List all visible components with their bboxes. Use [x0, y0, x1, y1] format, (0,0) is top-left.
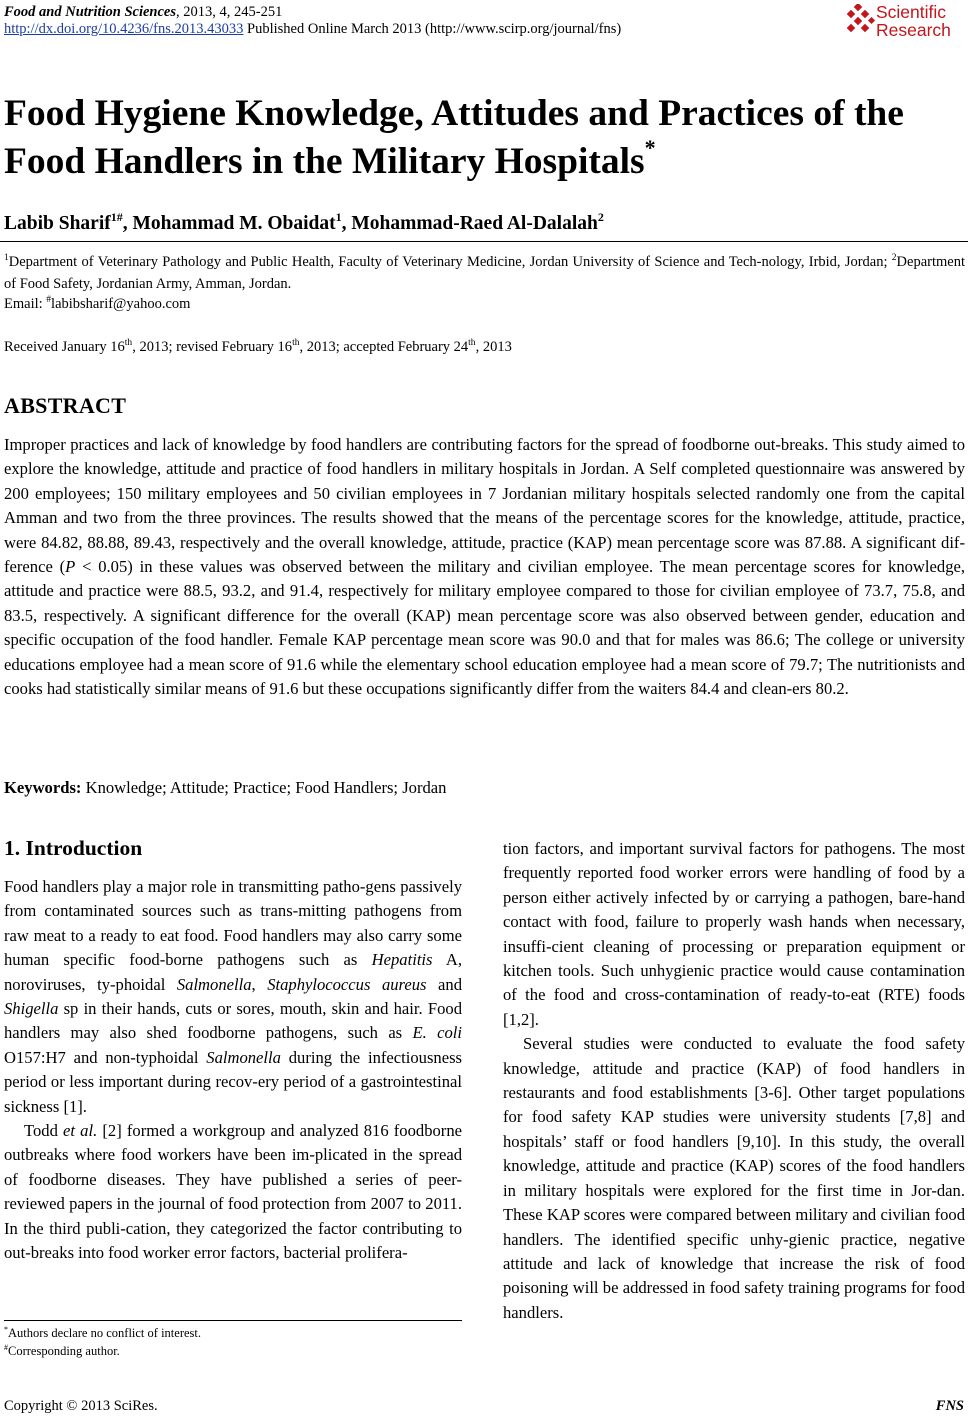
footnote-1: *Authors declare no conflict of interest.	[4, 1325, 201, 1340]
keywords-list: Knowledge; Attitude; Practice; Food Handlers; Jordan	[81, 778, 447, 797]
email-line: Email: #labibsharif@yahoo.com	[4, 295, 191, 312]
logo-mark-icon	[846, 4, 876, 38]
journal-name: Food and Nutrition Sciences	[4, 4, 177, 20]
author-3-sup: 2	[597, 210, 604, 224]
abstract-body: Improper practices and lack of knowledge by food handlers are contributing factors for the spread of foodborne out-breaks. This study aimed to explore the knowledge, attitude and practice of food handlers in military hospitals in Jordan. A Self completed questionnaire was answered by 200 employees; 150 military employees and 50 civilian employees in 7 Jordanian military hospitals selected randomly one from the capital Amman and two from the three provinces. The results showed that the means of the percentage scores for the knowledge, attitude, practice, were 84.82, 88.88, 89.43, respectively and the overall knowledge, attitude, practice (KAP) mean percentage score was 87.88. A significant dif-ference (P < 0.05) in these values was observed between the military and civilian employee. The mean percentage scores for knowledge, attitude and practice were 88.5, 93.2, and 91.4, respectively for military employee compared to those for civilian employee of 73.7, 75.8, and 83.5, respectively. A significant difference for the overall (KAP) mean percentage score was also observed between gender, education and specific occupation of the food handler. Female KAP percentage mean score was 90.0 and that for males was 86.6; The college or university educations employee had a mean score of 91.6 while the elementary school education employee had a mean score of 79.7; The nutritionists and cooks had statistically similar means of 91.6 but these occupations significantly differ from the waiters 84.4 and clean-ers 80.2.	[4, 435, 966, 699]
journal-abbreviation: FNS	[935, 1398, 964, 1414]
logo-line2: Research	[876, 20, 951, 40]
author-2-sup: 1	[335, 210, 342, 224]
publisher-logo	[846, 2, 968, 42]
footnote-divider	[4, 1320, 462, 1321]
author-2: Mohammad M. Obaidat	[132, 213, 336, 234]
author-1: Labib Sharif	[4, 213, 111, 234]
header-divider	[0, 241, 968, 242]
author-3: Mohammad-Raed Al-Dalalah	[351, 213, 598, 234]
right-column	[503, 837, 965, 1325]
keywords-label: Keywords:	[4, 778, 82, 797]
journal-volume: , 2013, 4, 245-251	[176, 4, 283, 20]
logo-line1: Scientific	[876, 2, 947, 22]
paper-title	[4, 90, 954, 186]
intro-paragraph-1: Food handlers play a major role in transmitting patho-gens passively from contaminated sources such as trans-mitting pathogens from raw meat to a ready to eat food. Food handlers may also carry some human specific food-borne pathogens such as Hepatitis A, noroviruses, ty-phoidal Salmonella, Staphylococcus aureus and Shigella sp in their hands, cuts or sores, mouth, skin and hair. Food handlers may also shed foodborne pathogens, such as E. coli O157:H7 and non-typhoidal Salmonella during the infectiousness period or less important during recov-ery period of a gastrointestinal sickness [1].	[4, 877, 463, 1116]
journal-citation	[4, 4, 282, 21]
affiliation-1: Department of Veterinary Pathology and Public Health, Faculty of Veterinary Medicine, Jordan University of Science and Tech-nology, Irbid, Jordan;	[8, 254, 892, 270]
copyright-notice: Copyright © 2013 SciRes.	[4, 1398, 158, 1414]
email-address: labibsharif@yahoo.com	[51, 296, 191, 312]
keywords	[4, 777, 446, 799]
author-list: Labib Sharif$^{1\#}$, Mohammad M. Obaidat$^1$, Mohammad-Raed Al-Dalalah$^2$	[4, 210, 604, 234]
title-line1: Food Hygiene Knowledge, Attitudes and Practices of the	[4, 93, 904, 134]
submission-dates: Received January 16th, 2013; revised February 16th, 2013; accepted February 24th, 2013	[4, 338, 512, 355]
intro-paragraph-2: Todd et al. [2] formed a workgroup and analyzed 816 foodborne outbreaks where food workers have been im-plicated in the spread of foodborne diseases. They have published a series of peer-reviewed papers in the journal of food protection from 2007 to 2011. In the third publi-cation, they categorized the factor contributing to out-breaks into food worker error factors, bacterial prolifera-	[4, 1121, 462, 1263]
published-text: Published Online March 2013 (http://www.scirp.org/journal/fns)	[243, 21, 622, 37]
title-footnote-mark: *	[644, 135, 656, 160]
author-1-sup: 1#	[110, 210, 123, 224]
intro-paragraph-3: tion factors, and important survival factors for pathogens. The most frequently reported food worker errors were handling of food by a person either actively infected by or carrying a pathogen, bare-hand contact with food, failure to properly wash hands when necessary, insuffi-cient cleaning of processing or preparation equipment or kitchen tools. Such unhygienic practice would cause contamination of the food and cross-contamination of ready-to-eat (RTE) foods [1,2].	[503, 839, 965, 1029]
doi-line	[4, 21, 621, 38]
section-heading-introduction: 1. Introduction	[4, 836, 143, 860]
footnote-2: #Corresponding author.	[4, 1343, 120, 1358]
left-column	[4, 875, 462, 1266]
doi-link[interactable]: http://dx.doi.org/10.4236/fns.2013.43033	[4, 21, 244, 37]
abstract-heading: ABSTRACT	[4, 393, 127, 418]
intro-paragraph-4: Several studies were conducted to evaluate the food safety knowledge, attitude and practice (KAP) of food handlers in restaurants and food establishments [3-6]. Other target populations for food safety KAP studies were university students [7,8] and hospitals’ staff or food handlers [9,10]. In this study, the overall knowledge, attitude and practice (KAP) scores of the food handlers in military hospitals were explored for the first time in Jor-dan. These KAP scores were compared between military and civilian food handlers. The identified specific unhy-gienic practice, negative attitude and lack of knowledge that increase the risk of food poisoning will be addressed in food safety training programs for food handlers.	[503, 1034, 965, 1322]
affiliations: $^1$Department of Veterinary Pathology and Public Health, Faculty of Veterinary Medicine, Jordan University of Science and Tech-nology, Irbid, Jordan; $^2$Department of Food Safety, Jordanian Army, Amman, Jordan.	[4, 253, 965, 292]
title-line2: Food Handlers in the Military Hospitals	[4, 141, 645, 182]
affiliation-2: Department of Food Safety, Jordanian Army, Amman, Jordan.	[4, 254, 965, 292]
logo-text	[876, 3, 951, 39]
